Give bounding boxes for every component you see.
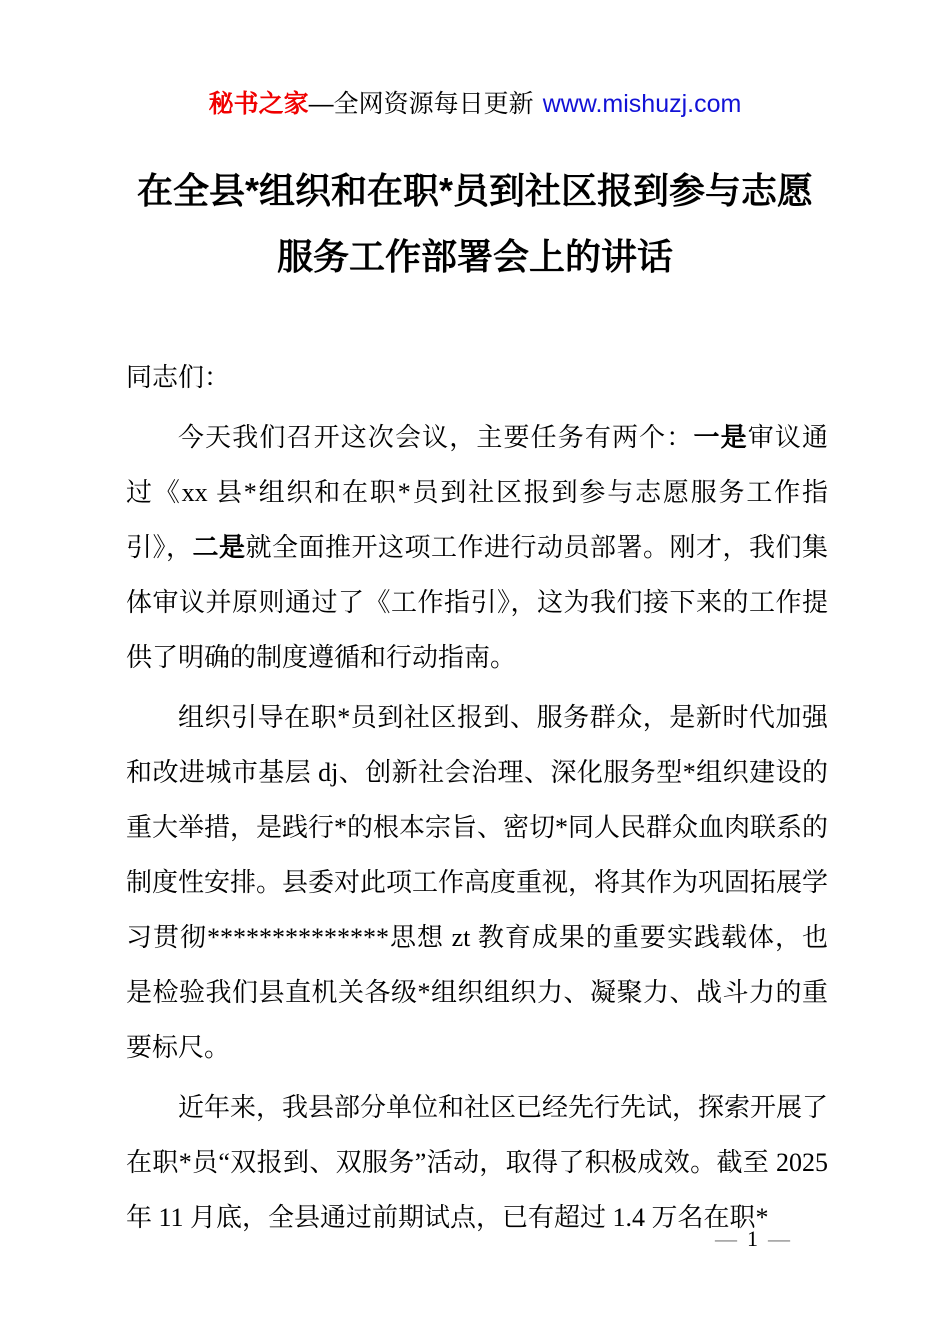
header-tagline: 全网资源每日更新 [333,90,534,118]
site-header [0,0,950,120]
site-brand: 秘书之家 [208,90,309,118]
paragraph [126,410,828,685]
page-number-right-dash: — [768,1226,790,1251]
text-run: 就全面推开这项工作进行动员部署。刚才，我们集体审议并原则通过了《工作指引》，这为我们接下来的工作提供了明确的制度遵循和行动指南。 [126,533,828,672]
text-run: 今天我们召开这次会议，主要任务有两个： [178,423,694,452]
body-paragraphs [126,410,828,1245]
bold-run: 一是 [693,423,748,452]
text-run: 审议通过《xx 县*组织和在职*员到社区报到参与志愿服务工作指引》， [126,423,828,562]
document-title [90,158,860,290]
title-line-1: 在全县*组织和在职*员到社区报到参与志愿 [136,170,814,211]
bold-run: 二是 [192,533,246,562]
page-number [705,1226,800,1252]
title-line-2: 服务工作部署会上的讲话 [276,236,673,277]
salutation: 同志们： [126,363,231,392]
site-url-link[interactable]: www.mishuzj.com [542,90,742,118]
text-run: 组织引导在职*员到社区报到、服务群众，是新时代加强和改进城市基层 dj、创新社会治理、深化服务型*组织建设的重大举措，是践行*的根本宗旨、密切*同人民群众血肉联系的制度性安排。县委对此项工作高度重视，将其作为巩固拓展学习贯彻**************思想 zt 教育成果的重要实践载体，也是检验我们县直机关各级*组织组织力、凝聚力、战斗力的重要标尺。 [126,703,829,1062]
text-run: 近年来，我县部分单位和社区已经先行先试，探索开展了在职*员“双报到、双服务”活动，取得了积极成效。截至 2025 年 11 月底，全县通过前期试点，已有超过 1.4 万名在职* [126,1093,829,1232]
document-body [126,350,828,1245]
paragraph [126,690,828,1075]
paragraph [126,1080,828,1245]
page-number-value: 1 [747,1226,758,1251]
header-dash: — [308,90,334,118]
page-number-left-dash: — [715,1226,737,1251]
